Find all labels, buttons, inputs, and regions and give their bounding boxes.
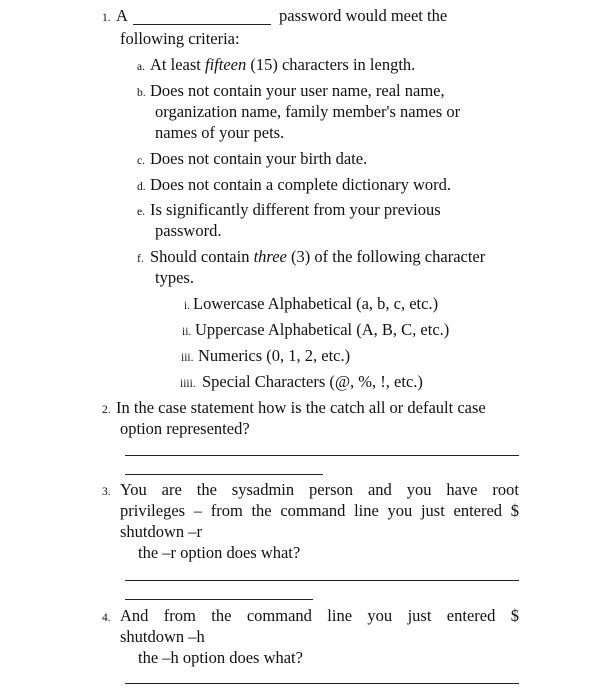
item-b-label: b. [137,87,146,99]
question-3-line4: the –r option does what? [138,543,301,562]
question-3-number: 3. [102,486,111,498]
subitem-iii-label: iii. [181,352,194,364]
question-1-suffix: password would meet the [279,6,448,25]
item-c-text: Does not contain your birth date. [150,149,368,168]
question-3-line3: shutdown –r [120,522,203,541]
item-e-line1: Is significantly different from your previous [150,200,441,219]
subitem-iiii-label: iiii. [180,378,196,390]
question-3-line2: privileges – from the command line you just entered $ [120,501,519,520]
item-a-label: a. [137,61,145,73]
item-e-line2: password. [155,221,222,240]
question-1-prefix: A [116,6,128,25]
subitem-i-label: i. [184,300,191,312]
item-d-text: Does not contain a complete dictionary word. [150,175,452,194]
item-e-label: e. [137,206,145,218]
question-4-line2: shutdown –h [120,627,205,646]
subitem-ii-label: ii. [182,326,192,338]
answer-line-3b[interactable] [125,599,313,600]
answer-line-3a[interactable] [125,580,519,581]
item-f-line2: types. [155,268,194,287]
subitem-iiii-text: Special Characters (@, %, !, etc.) [202,372,423,391]
question-4-line1: And from the command line you just entered $ [120,606,519,625]
question-4-number: 4. [102,612,111,624]
question-2-line2: option represented? [120,419,250,438]
item-f-line1: Should contain three (3) of the following character [150,247,486,266]
subitem-iii-text: Numerics (0, 1, 2, etc.) [198,346,351,365]
subitem-i-text: Lowercase Alphabetical (a, b, c, etc.) [193,294,439,313]
item-a-text: At least fifteen (15) characters in length. [150,55,416,74]
answer-line-2b[interactable] [125,474,323,475]
item-b-line1: Does not contain your user name, real name, [150,81,445,100]
question-2-line1: In the case statement how is the catch all or default case [116,398,486,417]
item-f-label: f. [137,253,144,265]
item-b-line2: organization name, family member's names or [155,102,461,121]
answer-blank-1[interactable] [133,24,271,25]
item-c-label: c. [137,155,145,167]
subitem-ii-text: Uppercase Alphabetical (A, B, C, etc.) [195,320,450,339]
item-b-line3: names of your pets. [155,123,285,142]
item-d-label: d. [137,181,146,193]
question-1-line2: following criteria: [120,29,240,48]
question-2-number: 2. [102,404,111,416]
answer-line-4a[interactable] [125,683,519,684]
question-3-line1: You are the sysadmin person and you have root [120,480,519,499]
question-4-line3: the –h option does what? [138,648,303,667]
answer-line-2a[interactable] [125,455,519,456]
question-1-number: 1. [102,12,111,24]
